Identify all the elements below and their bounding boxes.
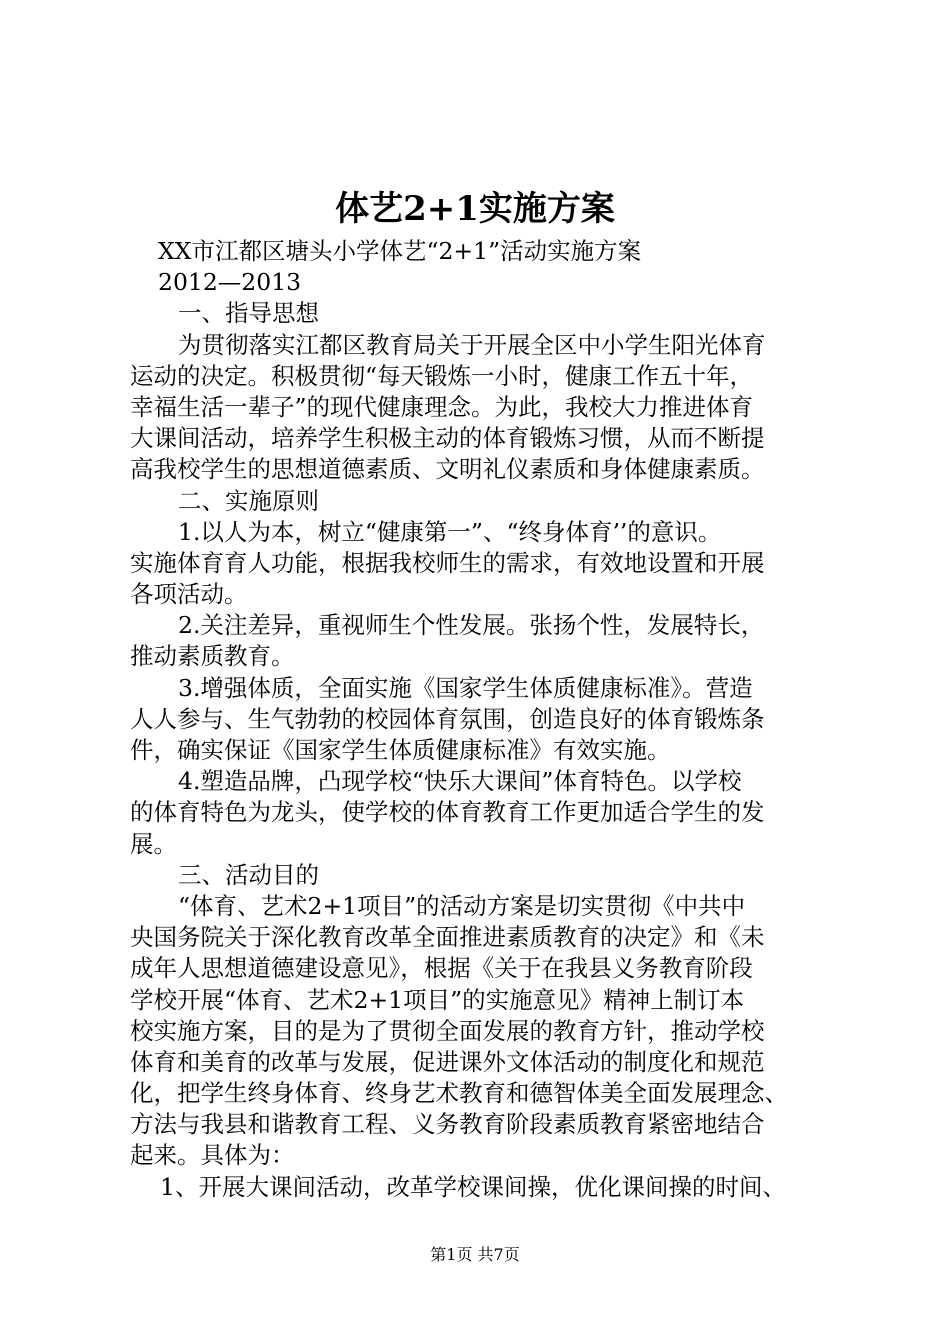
document-title: 体艺2+1实施方案 — [335, 189, 615, 229]
text-line: 大课间活动，培养学生积极主动的体育锻炼习惯，从而不断提 — [130, 424, 765, 453]
text-line: 幸福生活一辈子”的现代健康理念。为此，我校大力推进体育 — [130, 392, 754, 421]
text-line: 央国务院关于深化教育改革全面推进素质教育的决定》和《未 — [130, 923, 765, 952]
text-line: 方法与我县和谐教育工程、义务教育阶段素质教育紧密地结合 — [130, 1110, 765, 1139]
text-line: 1、开展大课间活动，改革学校课间操，优化课间操的时间、 — [160, 1172, 786, 1201]
text-line: 的体育特色为龙头，使学校的体育教育工作更加适合学生的发 — [130, 798, 765, 827]
text-line: “体育、艺术2+1项目”的活动方案是切实贯彻《中共中 — [178, 891, 746, 920]
text-line: 2012—2013 — [158, 268, 302, 297]
text-line: 成年人思想道德建设意见》，根据《关于在我县义务教育阶段 — [130, 954, 753, 983]
text-line: 1.以人为本，树立“健康第一”、“终身体育’’的意识。 — [178, 517, 722, 546]
document-body — [130, 236, 836, 1203]
text-line: 为贯彻落实江都区教育局关于开展全区中小学生阳光体育 — [178, 330, 766, 359]
text-line: 展。 — [130, 829, 177, 858]
text-line: 一、指导思想 — [178, 299, 319, 328]
text-line: 实施体育育人功能，根据我校师生的需求，有效地设置和开展 — [130, 548, 765, 577]
text-line: 三、活动目的 — [178, 860, 319, 889]
text-line: 体育和美育的改革与发展，促进课外文体活动的制度化和规范 — [130, 1047, 765, 1076]
text-line: 运动的决定。积极贯彻“每天锻炼一小时，健康工作五十年， — [130, 361, 754, 390]
text-line: 高我校学生的思想道德素质、文明礼仪素质和身体健康素质。 — [130, 455, 765, 484]
text-line: 3.增强体质，全面实施《国家学生体质健康标准》。营造 — [178, 673, 753, 702]
text-line: 学校开展“体育、艺术2+1项目”的实施意见》精神上制订本 — [130, 985, 745, 1014]
page-footer: 第1页 共7页 — [430, 1245, 520, 1264]
text-line: XX市江都区塘头小学体艺“2+1”活动实施方案 — [158, 237, 642, 265]
text-line: 各项活动。 — [130, 580, 248, 609]
text-line: 4.塑造品牌，凸现学校“快乐大课间”体育特色。以学校 — [178, 767, 742, 796]
text-line: 起来。具体为： — [130, 1141, 295, 1170]
text-line: 校实施方案，目的是为了贯彻全面发展的教育方针，推动学校 — [130, 1016, 765, 1045]
text-line: 2.关注差异，重视师生个性发展。张扬个性，发展特长， — [178, 611, 765, 640]
text-line: 人人参与、生气勃勃的校园体育氛围，创造良好的体育锻炼条 — [130, 704, 765, 733]
text-line: 化，把学生终身体育、终身艺术教育和德智体美全面发展理念、 — [130, 1079, 788, 1108]
text-line: 件，确实保证《国家学生体质健康标准》有效实施。 — [130, 736, 671, 764]
text-line: 推动素质教育。 — [130, 642, 295, 671]
text-line: 二、实施原则 — [178, 486, 319, 515]
